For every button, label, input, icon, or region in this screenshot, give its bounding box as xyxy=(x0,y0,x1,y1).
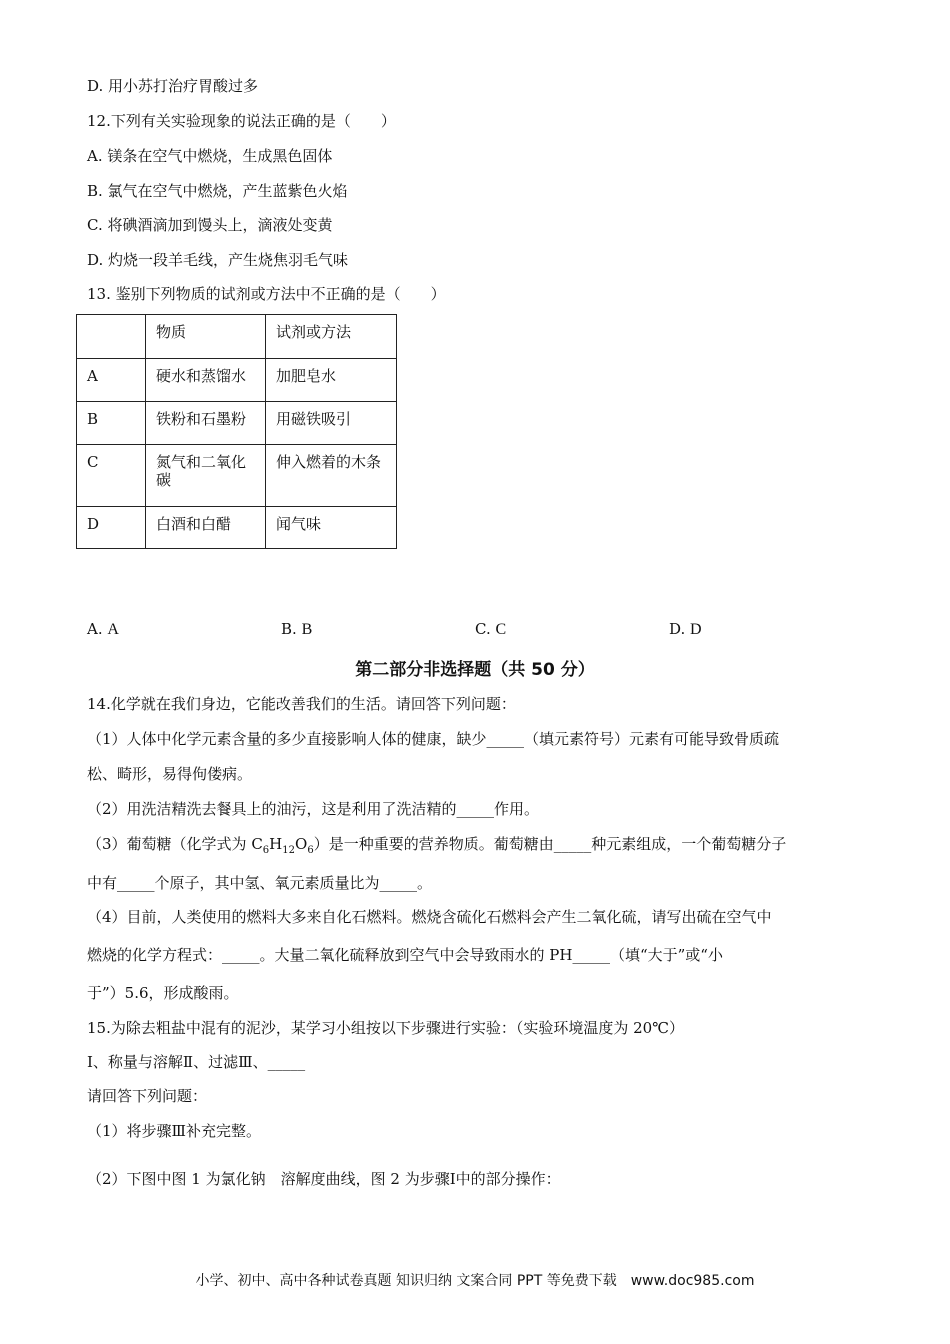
table-header-cell xyxy=(77,315,146,359)
q14-part4-line1: （4）目前，人类使用的燃料大多来自化石燃料。燃烧含硫化石燃料会产生二氧化硫，请写出硫在空气中 xyxy=(87,908,772,926)
section-title: 第二部分非选择题（共 50 分） xyxy=(355,660,595,680)
q14-part3-line1: （3）葡萄糖（化学式为 $C_6H_{12}O_6$）是一种重要的营养物质。葡萄糖由_____种元素组成，一个葡萄糖分子 xyxy=(87,835,787,856)
table-header-cell: 物质 xyxy=(146,315,266,359)
q12-stem: 12.下列有关实验现象的说法正确的是（ ） xyxy=(87,112,396,130)
q15-stem: 15.为除去粗盐中混有的泥沙，某学习小组按以下步骤进行实验：（实验环境温度为 20℃） xyxy=(87,1019,684,1037)
q15-steps: Ⅰ、称量与溶解Ⅱ、过滤Ⅲ、_____ xyxy=(87,1053,306,1071)
q14-part1-line1: （1）人体中化学元素含量的多少直接影响人体的健康，缺少_____（填元素符号）元素有可能导致骨质疏 xyxy=(87,730,780,748)
choice-a: A. A xyxy=(87,620,119,638)
q12-option-a: A. 镁条在空气中燃烧，生成黑色固体 xyxy=(87,147,333,165)
table-cell: B xyxy=(77,402,146,445)
table-cell: 伸入燃着的木条 xyxy=(266,445,397,507)
choice-c: C. C xyxy=(475,620,507,638)
q15-prompt: 请回答下列问题： xyxy=(87,1087,208,1105)
table-row xyxy=(77,359,397,402)
q15-part1: （1）将步骤Ⅲ补充完整。 xyxy=(87,1122,262,1140)
table-cell: 铁粉和石墨粉 xyxy=(146,402,266,445)
q14-part4-line3: 于”）5.6，形成酸雨。 xyxy=(87,984,239,1002)
q14-stem: 14.化学就在我们身边，它能改善我们的生活。请回答下列问题： xyxy=(87,695,516,713)
q15-part2: （2）下图中图 1 为氯化钠 溶解度曲线，图 2 为步骤Ⅰ中的部分操作： xyxy=(87,1170,561,1188)
table-row xyxy=(77,507,397,549)
table-header-cell: 试剂或方法 xyxy=(266,315,397,359)
q14-part4-line2: 燃烧的化学方程式：_____。大量二氧化硫释放到空气中会导致雨水的 PH_____（填“大于”或“小 xyxy=(87,946,723,964)
table-cell: D xyxy=(77,507,146,549)
q12-option-c: C. 将碘酒滴加到馒头上，滴液处变黄 xyxy=(87,216,333,234)
table-cell: 白酒和白醋 xyxy=(146,507,266,549)
q13-stem: 13. 鉴别下列物质的试剂或方法中不正确的是（ ） xyxy=(87,285,446,303)
table-cell: 加肥皂水 xyxy=(266,359,397,402)
page-footer: 小学、初中、高中各种试卷真题 知识归纳 文案合同 PPT 等免费下载 www.doc985.com xyxy=(195,1273,755,1289)
table-row xyxy=(77,402,397,445)
table-cell: A xyxy=(77,359,146,402)
table-cell: 闻气味 xyxy=(266,507,397,549)
q14-part1-line2: 松、畸形，易得佝偻病。 xyxy=(87,765,253,783)
q14-part3-line2: 中有_____个原子，其中氢、氧元素质量比为_____。 xyxy=(87,874,433,892)
table-cell: 用磁铁吸引 xyxy=(266,402,397,445)
table-row xyxy=(77,445,397,507)
q12-option-b: B. 氯气在空气中燃烧，产生蓝紫色火焰 xyxy=(87,182,348,200)
table-header-row xyxy=(77,315,397,359)
choice-b: B. B xyxy=(281,620,313,638)
q11-option-d: D. 用小苏打治疗胃酸过多 xyxy=(87,77,259,95)
table-cell: 硬水和蒸馏水 xyxy=(146,359,266,402)
choice-d: D. D xyxy=(669,620,702,638)
q13-table xyxy=(76,314,397,549)
table-cell: 氮气和二氧化碳 xyxy=(146,445,266,507)
q12-option-d: D. 灼烧一段羊毛线，产生烧焦羽毛气味 xyxy=(87,251,349,269)
table-cell: C xyxy=(77,445,146,507)
q14-part2: （2）用洗洁精洗去餐具上的油污，这是利用了洗洁精的_____作用。 xyxy=(87,800,540,818)
